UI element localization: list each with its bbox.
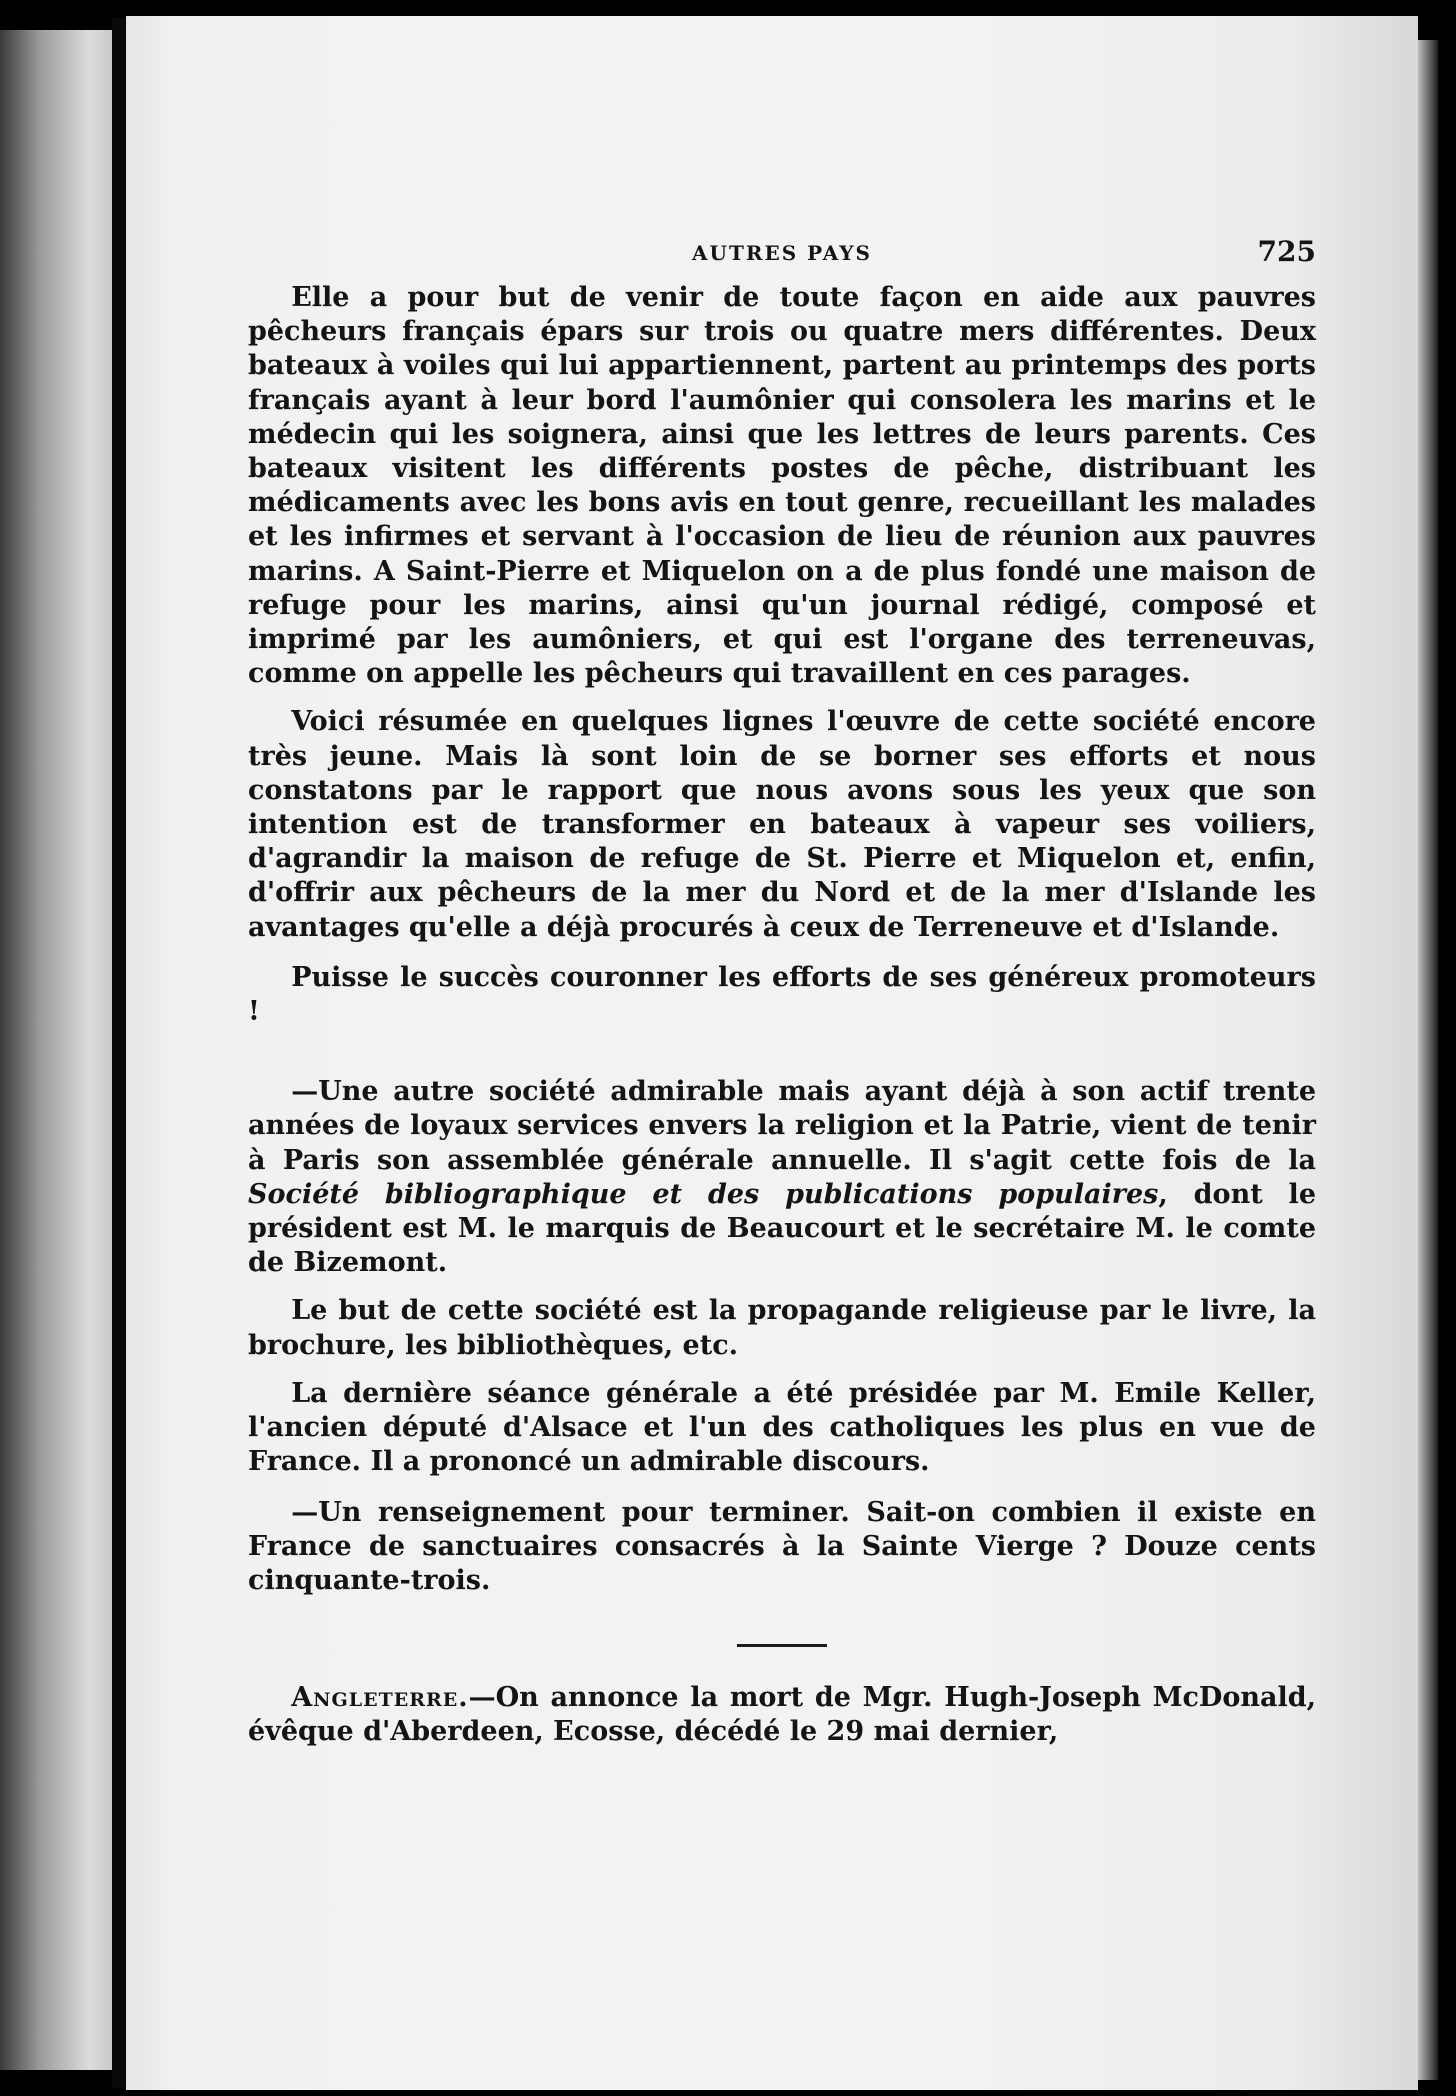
section-lead-angleterre: Angleterre. — [291, 1682, 469, 1714]
paragraph-angleterre — [248, 1681, 1316, 1749]
society-name: Société bibliographique et des publications populaires — [248, 1178, 1159, 1210]
gutter-shadow — [112, 18, 126, 2088]
paragraph-wish: Puisse le succès couronner les efforts de ses généreux promoteurs ! — [248, 961, 1316, 1028]
paragraph-bibliographic-society — [248, 1075, 1316, 1280]
page-number: 725 — [1257, 235, 1316, 268]
section-divider — [737, 1644, 827, 1647]
facing-page-edge — [0, 30, 115, 2070]
page-fore-edge — [1418, 40, 1438, 2080]
paragraph-summary: Voici résumée en quelques lignes l'œuvre de cette société encore très jeune. Mais là sont loin de se borner ses efforts et nous constatons par le rapport que nous avons sous les yeux que son intention est de transformer en bateaux à vapeur ses voiliers, d'agrandir la maison de refuge de St. Pierre et Miquelon et, enfin, d'offrir aux pêcheurs de la mer du Nord et de la mer d'Islande les avantages qu'elle a déjà procurés à ceux de Terreneuve et d'Islande. — [248, 706, 1316, 943]
paragraph-society-goal: Le but de cette société est la propagande religieuse par le livre, la brochure, les bibliothèques, etc. — [248, 1295, 1316, 1361]
paragraph-bibliographic-society-tail: , dont le président est M. le marquis de Beaucourt et le secrétaire M. le comte de Bizemont. — [248, 1178, 1316, 1279]
paragraph-bibliographic-society-lead: —Une autre société admirable mais ayant déjà à son actif trente années de loyaux services envers la religion et la Patrie, vient de tenir à Paris son assemblée générale annuelle. Il s'agit cette fois de la — [248, 1076, 1316, 1176]
paragraph-general-session: La dernière séance générale a été présidée par M. Emile Keller, l'ancien député d'Alsace et l'un des catholiques les plus en vue de France. Il a prononcé un admirable discours. — [248, 1377, 1316, 1478]
running-header — [248, 231, 1316, 271]
paragraph-angleterre-text: —On annonce la mort de Mgr. Hugh-Joseph McDonald, évêque d'Aberdeen, Ecosse, décédé le 29 mai dernier, — [248, 1682, 1316, 1748]
running-title: AUTRES PAYS — [692, 241, 872, 265]
paragraph-mission: Elle a pour but de venir de toute façon en aide aux pauvres pêcheurs français épars sur trois ou quatre mers différentes. Deux bateaux à voiles qui lui appartiennent, partent au printemps des ports français ayant à leur bord l'aumônier qui consolera les marins et le médecin qui les soignera, ainsi que les lettres de leurs parents. Ces bateaux visitent les différents postes de pêche, distribuant les médicaments avec les bons avis en tout genre, recueillant les malades et les infirmes et servant à l'occasion de lieu de réunion aux pauvres marins. A Saint-Pierre et Miquelon on a de plus fondé une maison de refuge pour les marins, ainsi qu'un journal rédigé, composé et imprimé par les aumôniers, et qui est l'organe des terreneuvas, comme on appelle les pêcheurs qui travaillent en ces parages. — [248, 282, 1316, 690]
page-text — [248, 231, 1316, 1750]
book-page — [126, 16, 1418, 2090]
paragraph-sanctuaries: —Un renseignement pour terminer. Sait-on combien il existe en France de sanctuaires consacrés à la Sainte Vierge ? Douze cents cinquante-trois. — [248, 1496, 1316, 1596]
